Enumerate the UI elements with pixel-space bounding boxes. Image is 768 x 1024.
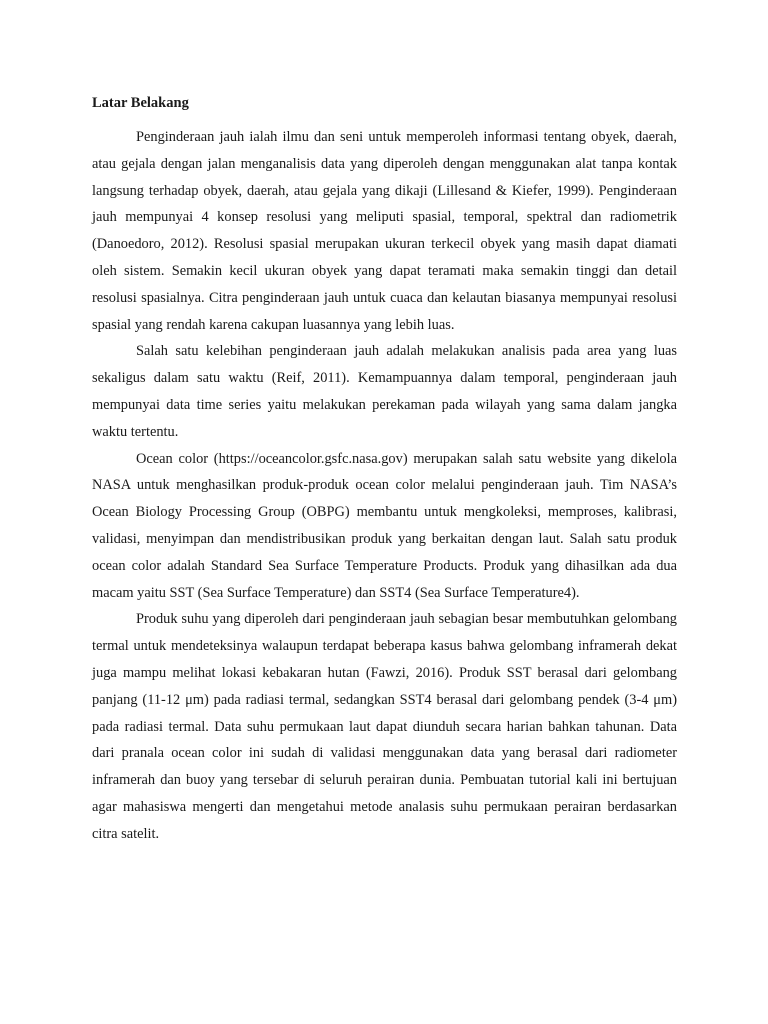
paragraph-1: Penginderaan jauh ialah ilmu dan seni untuk memperoleh informasi tentang obyek, daerah, atau gejala dengan jalan menganalisis data yang diperoleh dengan menggunakan alat tanpa kontak langsung terhadap obyek, daerah, atau gejala yang dikaji (Lillesand & Kiefer, 1999). Penginderaan jauh mempunyai 4 konsep resolusi yang meliputi spasial, temporal, spektral dan radiometrik (Danoedoro, 2012). Resolusi spasial merupakan ukuran terkecil obyek yang masih dapat diamati oleh sistem. Semakin kecil ukuran obyek yang dapat teramati maka semakin tinggi dan detail resolusi spasialnya. Citra penginderaan jauh untuk cuaca dan kelautan biasanya mempunyai resolusi spasial yang rendah karena cakupan luasannya yang lebih luas. <box>92 129 677 333</box>
paragraph-2: Salah satu kelebihan penginderaan jauh adalah melakukan analisis pada area yang luas sekaligus dalam satu waktu (Reif, 2011). Kemampuannya dalam temporal, penginderaan jauh mempunyai data time series yaitu melakukan perekaman pada wilayah yang sama dalam jangka waktu tertentu. <box>92 343 677 440</box>
section-heading: Latar Belakang <box>92 95 189 111</box>
body-text <box>92 124 677 848</box>
paragraph-4: Produk suhu yang diperoleh dari penginderaan jauh sebagian besar membutuhkan gelombang termal untuk mendeteksinya walaupun terdapat beberapa kasus bahwa gelombang inframerah dekat juga mampu melihat lokasi kebakaran hutan (Fawzi, 2016). Produk SST berasal dari gelombang panjang (11-12 μm) pada radiasi termal, sedangkan SST4 berasal dari gelombang pendek (3-4 μm) pada radiasi termal. Data suhu permukaan laut dapat diunduh secara harian bahkan tahunan. Data dari pranala ocean color ini sudah di validasi menggunakan data yang berasal dari radiometer inframerah dan buoy yang tersebar di seluruh perairan dunia. Pembuatan tutorial kali ini bertujuan agar mahasiswa mengerti dan mengetahui metode analasis suhu permukaan perairan berdasarkan citra satelit. <box>92 611 677 842</box>
paragraph-3: Ocean color (https://oceancolor.gsfc.nasa.gov) merupakan salah satu website yang dikelola NASA untuk menghasilkan produk-produk ocean color melalui penginderaan jauh. Tim NASA’s Ocean Biology Processing Group (OBPG) membantu untuk mengkoleksi, memproses, kalibrasi, validasi, menyimpan dan mendistribusikan produk yang berkaitan dengan laut. Salah satu produk ocean color adalah Standard Sea Surface Temperature Products. Produk yang dihasilkan ada dua macam yaitu SST (Sea Surface Temperature) dan SST4 (Sea Surface Temperature4). <box>92 450 677 601</box>
